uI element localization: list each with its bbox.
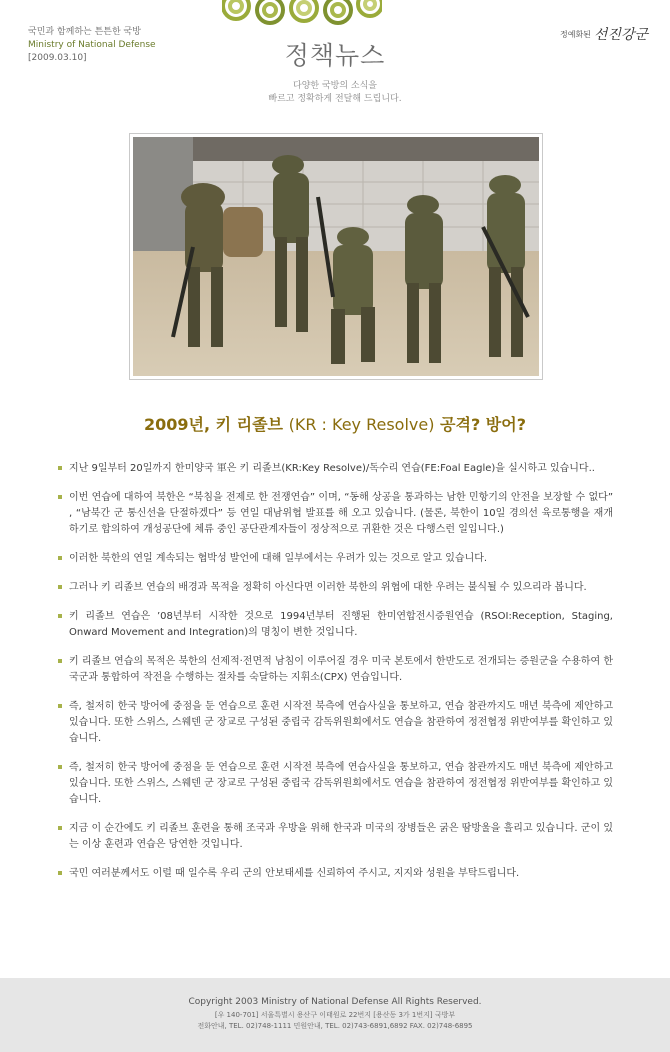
headline-main: 2009년, 키 리졸브	[143, 415, 284, 434]
brand-small-text: 정예화된	[560, 29, 591, 39]
tagline-english: Ministry of National Defense	[28, 40, 156, 50]
bullet-icon	[58, 765, 62, 769]
headline-tail: 공격? 방어?	[440, 415, 527, 434]
paragraph-text: 즉, 철저히 한국 방어에 중점을 둔 연습으로 훈련 시작전 북측에 연습사실을 통보하고, 연습 참관까지도 매년 북측에 제안하고 있습니다. 또한 스위스, 스웨덴 군 장교로 구성된 중립국 감독위원회에서도 연습을 참관하여 정전협정 위반여부를 확인하고 있습니다.	[69, 762, 613, 805]
paragraph-text: 키 리졸브 연습의 목적은 북한의 선제적·전면적 남침이 이루어질 경우 미국 본토에서 한반도로 전개되는 증원군을 수용하여 한국군과 통합하여 작전을 수행하는 절차를 숙달하는 지휘소(CPX) 연습입니다.	[69, 656, 613, 683]
article-photo	[133, 137, 539, 376]
footer-address-block	[0, 1010, 670, 1032]
paragraph-5	[57, 609, 613, 641]
footer-address: [우 140-701] 서울특별시 용산구 이태원로 22번지 [용산동 3가 1번지] 국방부	[214, 1011, 456, 1019]
bullet-icon	[58, 585, 62, 589]
bullet-icon	[58, 704, 62, 708]
swirl-ornament-icon	[222, 0, 382, 28]
subtitle-line-1: 다양한 국방의 소식을	[293, 81, 377, 91]
paragraph-9	[57, 821, 613, 853]
tagline-korean: 국민과 함께하는 튼튼한 국방	[28, 27, 141, 37]
paragraph-10	[57, 866, 613, 882]
bullet-icon	[58, 614, 62, 618]
bullet-icon	[58, 871, 62, 875]
copyright-text: Copyright 2003 Ministry of National Defense All Rights Reserved.	[188, 997, 482, 1007]
paragraph-text: 지난 9일부터 20일까지 한미양국 軍은 키 리졸브(KR:Key Resolve)/독수리 연습(FE:Foal Eagle)을 실시하고 있습니다..	[69, 463, 595, 474]
bullet-icon	[58, 556, 62, 560]
brand-main-text: 선진강군	[593, 27, 649, 43]
bullet-icon	[58, 466, 62, 470]
bullet-icon	[58, 495, 62, 499]
page-footer	[0, 978, 670, 1052]
paragraph-7	[57, 699, 613, 747]
article-photo-frame	[129, 133, 543, 380]
page-title: 정책뉴스	[284, 41, 386, 70]
footer-contact: 전화안내, TEL. 02)748-1111 민원안내, TEL. 02)743-6891,6892 FAX. 02)748-6895	[197, 1022, 473, 1030]
brand-logo	[560, 24, 648, 44]
paragraph-2	[57, 490, 613, 538]
headline-paren: (KR : Key Resolve)	[288, 415, 435, 434]
issue-date: [2009.03.10]	[28, 53, 87, 63]
article-headline	[0, 412, 670, 435]
subtitle-line-2: 빠르고 정확하게 전달해 드립니다.	[268, 94, 402, 104]
soldiers-training-photo-icon	[133, 137, 539, 376]
paragraph-6	[57, 654, 613, 686]
article-body	[57, 461, 613, 895]
page-header	[0, 0, 670, 120]
paragraph-4	[57, 580, 613, 596]
paragraph-8	[57, 760, 613, 808]
bullet-icon	[58, 826, 62, 830]
paragraph-text: 국민 여러분께서도 이럴 때 일수록 우리 군의 안보태세를 신뢰하여 주시고, 지지와 성원을 부탁드립니다.	[69, 868, 520, 879]
paragraph-text: 지금 이 순간에도 키 리졸브 훈련을 통해 조국과 우방을 위해 한국과 미국의 장병들은 굵은 땀방울을 흘리고 있습니다. 군이 있는 이상 훈련과 연습은 당연한 것입니다.	[69, 823, 613, 850]
paragraph-text: 이러한 북한의 연일 계속되는 협박성 발언에 대해 일부에서는 우려가 있는 것으로 알고 있습니다.	[69, 553, 488, 564]
page-subtitle	[0, 80, 670, 106]
bullet-icon	[58, 659, 62, 663]
paragraph-text: 그러나 키 리졸브 연습의 배경과 목적을 정확히 아신다면 이러한 북한의 위협에 대한 우려는 불식될 수 있으리라 봅니다.	[69, 582, 587, 593]
paragraph-text: 이번 연습에 대하여 북한은 “북침을 전제로 한 전쟁연습” 이며, “동해 상공을 통과하는 남한 민항기의 안전을 보장할 수 없다” , “남북간 군 통신선을 단절하겠다” 등 연일 대남위협 발표를 해 오고 있습니다. (물론, 북한이 10일 경의선 육로통행을 재개하기로 합의하여 개성공단에 체류 중인 공단관계자들이 정상적으로 귀환한 것은 다행스런 일입니다.)	[69, 492, 613, 535]
paragraph-3	[57, 551, 613, 567]
paragraph-text: 즉, 철저히 한국 방어에 중점을 둔 연습으로 훈련 시작전 북측에 연습사실을 통보하고, 연습 참관까지도 매년 북측에 제안하고 있습니다. 또한 스위스, 스웨덴 군 장교로 구성된 중립국 감독위원회에서도 연습을 참관하여 정전협정 위반여부를 확인하고 있습니다.	[69, 701, 613, 744]
paragraph-1	[57, 461, 613, 477]
paragraph-text: 키 리졸브 연습은 ’08년부터 시작한 것으로 1994년부터 진행된 한미연합전시증원연습 (RSOI:Reception, Staging, Onward Movement and Integration)의 명칭이 변한 것입니다.	[69, 611, 613, 638]
